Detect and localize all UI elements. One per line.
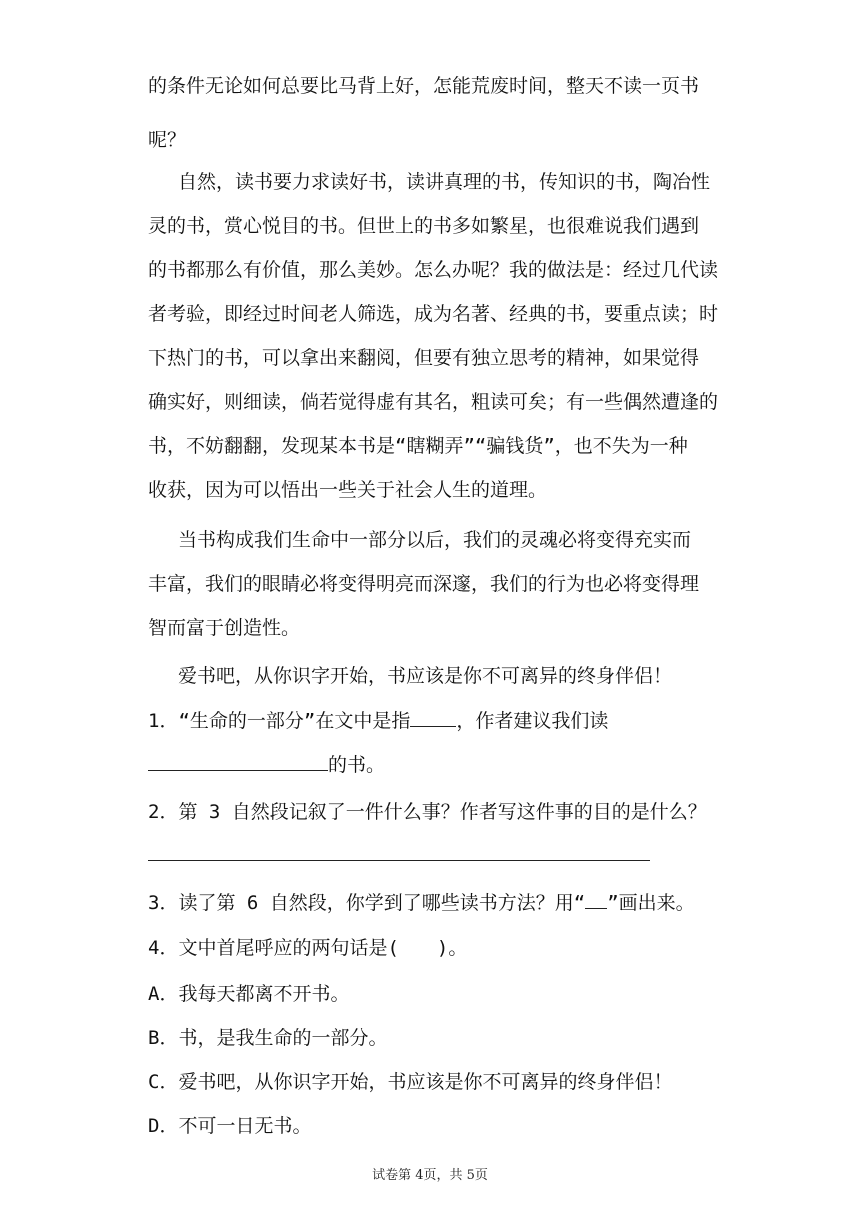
question-1 (148, 708, 728, 733)
paragraph-line: 的条件无论如何总要比马背上好，怎能荒废时间，整天不读一页书 (148, 75, 700, 97)
paragraph-line: 爱书吧，从你识字开始，书应该是你不可离异的终身伴侣！ (178, 665, 673, 687)
question-1-text: 1．“生命的一部分”在文中是指 (148, 710, 411, 732)
question-3-text: ”画出来。 (607, 892, 695, 914)
question-3-text: 3．读了第 6 自然段，你学到了哪些读书方法？用“ (148, 892, 586, 914)
option-a[interactable]: A．我每天都离不开书。 (148, 983, 350, 1005)
question-1-continued (148, 752, 728, 777)
paragraph-line: 呢？ (148, 129, 187, 151)
paragraph-line: 丰富，我们的眼睛必将变得明亮而深邃，我们的行为也必将变得理 (148, 573, 700, 595)
paragraph-line: 确实好，则细读，倘若觉得虚有其名，粗读可矣；有一些偶然遭逢的 (148, 391, 719, 413)
paragraph-line: 书，不妨翻翻，发现某本书是“瞎糊弄”“骗钱货”，也不失为一种 (148, 435, 688, 457)
paragraph-line: 自然，读书要力求读好书，读讲真理的书，传知识的书，陶冶性 (178, 171, 711, 193)
question-4: 4．文中首尾呼应的两句话是( )。 (148, 937, 468, 959)
page-footer: 试卷第 4页，共 5页 (372, 1168, 488, 1183)
paragraph-line: 智而富于创造性。 (148, 617, 301, 639)
option-b[interactable]: B．书，是我生命的一部分。 (148, 1027, 388, 1049)
option-d[interactable]: D．不可一日无书。 (148, 1115, 312, 1137)
paragraph-line: 灵的书，赏心悦目的书。但世上的书多如繁星，也很难说我们遇到 (148, 215, 700, 237)
question-1-text: 的书。 (328, 754, 386, 776)
option-c[interactable]: C．爱书吧，从你识字开始，书应该是你不可离异的终身伴侣！ (148, 1071, 673, 1093)
paragraph-line: 者考验，即经过时间老人筛选，成为名著、经典的书，要重点读；时 (148, 303, 719, 325)
answer-blank[interactable] (410, 708, 456, 727)
answer-line[interactable] (148, 860, 650, 861)
paragraph-line: 收获，因为可以悟出一些关于社会人生的道理。 (148, 479, 548, 501)
paragraph-line: 的书都那么有价值，那么美妙。怎么办呢？我的做法是：经过几代读 (148, 259, 719, 281)
question-2: 2．第 3 自然段记叙了一件什么事？作者写这件事的目的是什么？ (148, 801, 707, 823)
question-1-text: ，作者建议我们读 (456, 710, 609, 732)
answer-blank[interactable] (148, 752, 328, 771)
paragraph-line: 当书构成我们生命中一部分以后，我们的灵魂必将变得充实而 (178, 529, 692, 551)
underline-mark (585, 890, 607, 909)
question-3 (148, 890, 728, 915)
paragraph-line: 下热门的书，可以拿出来翻阅，但要有独立思考的精神，如果觉得 (148, 347, 700, 369)
